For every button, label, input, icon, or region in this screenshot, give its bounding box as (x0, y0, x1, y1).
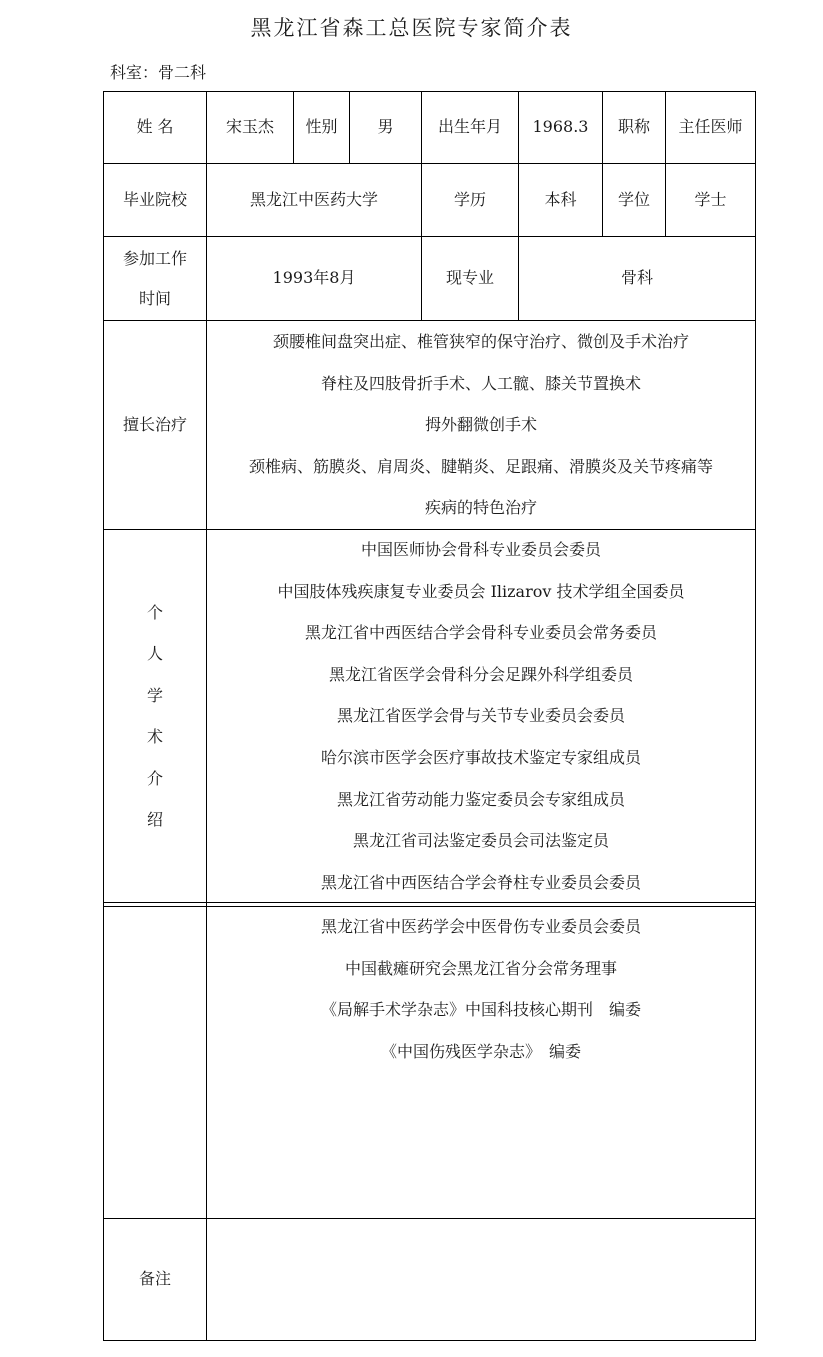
academic-item: 黑龙江省中西医结合学会骨科专业委员会常务委员 (304, 623, 657, 643)
academic-label-char: 人 (146, 644, 163, 663)
expertise-item: 脊柱及四肢骨折手术、人工髋、膝关节置换术 (320, 373, 641, 393)
expertise-label: 擅长治疗 (122, 414, 187, 434)
expertise-list (207, 321, 755, 529)
department-label: 科室： (110, 63, 159, 82)
academic-continued-list (207, 906, 755, 1072)
academic-label-char: 个 (146, 602, 163, 622)
school-label: 毕业院校 (122, 189, 187, 209)
academic-item: 黑龙江省劳动能力鉴定委员会专家组成员 (336, 789, 625, 809)
academic-item: 黑龙江省医学会骨科分会足踝外科学组委员 (328, 664, 633, 684)
school-value: 黑龙江中医药大学 (249, 189, 378, 209)
department (110, 60, 206, 83)
department-value: 骨二科 (158, 63, 207, 82)
gender-label: 性别 (305, 117, 338, 137)
specialty-label: 现专业 (445, 268, 494, 288)
work-start-label (104, 237, 206, 320)
work-start-value: 1993年8月 (272, 268, 356, 288)
name-label: 姓 名 (136, 117, 174, 137)
notes-value (207, 1219, 755, 1340)
academic-item: 黑龙江省司法鉴定委员会司法鉴定员 (352, 831, 609, 851)
academic-item: 哈尔滨市医学会医疗事故技术鉴定专家组成员 (320, 747, 641, 767)
academic-list (207, 529, 755, 903)
academic-label-char: 介 (146, 768, 163, 788)
specialty-value: 骨科 (620, 268, 653, 288)
notes-label: 备注 (138, 1269, 171, 1289)
gender-value: 男 (377, 117, 394, 137)
academic-label-char: 术 (146, 727, 163, 746)
expertise-item: 颈腰椎间盘突出症、椎管狭窄的保守治疗、微创及手术治疗 (272, 332, 689, 351)
academic-label-char: 绍 (146, 810, 163, 829)
academic-label-char: 学 (146, 685, 163, 705)
academic-item: 黑龙江省医学会骨与关节专业委员会委员 (336, 706, 625, 726)
birth-value: 1968.3 (532, 117, 589, 137)
academic-item: 黑龙江省中西医结合学会脊柱专业委员会委员 (320, 872, 641, 892)
academic-item: 中国医师协会骨科专业委员会委员 (360, 540, 601, 559)
academic-label (104, 530, 206, 902)
title-value: 主任医师 (678, 117, 743, 137)
academic-item: 黑龙江省中医药学会中医骨伤专业委员会委员 (320, 917, 641, 936)
expertise-item: 颈椎病、筋膜炎、肩周炎、腱鞘炎、足跟痛、滑膜炎及关节疼痛等 (248, 456, 713, 476)
birth-label: 出生年月 (437, 117, 502, 137)
expertise-item: 疾病的特色治疗 (424, 498, 537, 518)
title-label: 职称 (617, 117, 650, 137)
education-label: 学历 (453, 189, 486, 209)
education-value: 本科 (544, 189, 577, 209)
expertise-item: 拇外翻微创手术 (424, 415, 537, 435)
work-start-label-line1: 参加工作 (122, 248, 187, 268)
academic-item: 中国截瘫研究会黑龙江省分会常务理事 (344, 958, 617, 978)
degree-label: 学位 (617, 189, 650, 209)
page-title: 黑龙江省森工总医院专家简介表 (250, 16, 573, 40)
academic-item: 《中国伤残医学杂志》 编委 (380, 1041, 581, 1061)
degree-value: 学士 (694, 189, 727, 209)
academic-item: 《局解手术学杂志》中国科技核心期刊 编委 (320, 1000, 641, 1020)
name-value: 宋玉杰 (225, 117, 274, 137)
work-start-label-line2: 时间 (138, 288, 171, 308)
academic-item: 中国肢体残疾康复专业委员会 Ilizarov 技术学组全国委员 (277, 581, 685, 601)
